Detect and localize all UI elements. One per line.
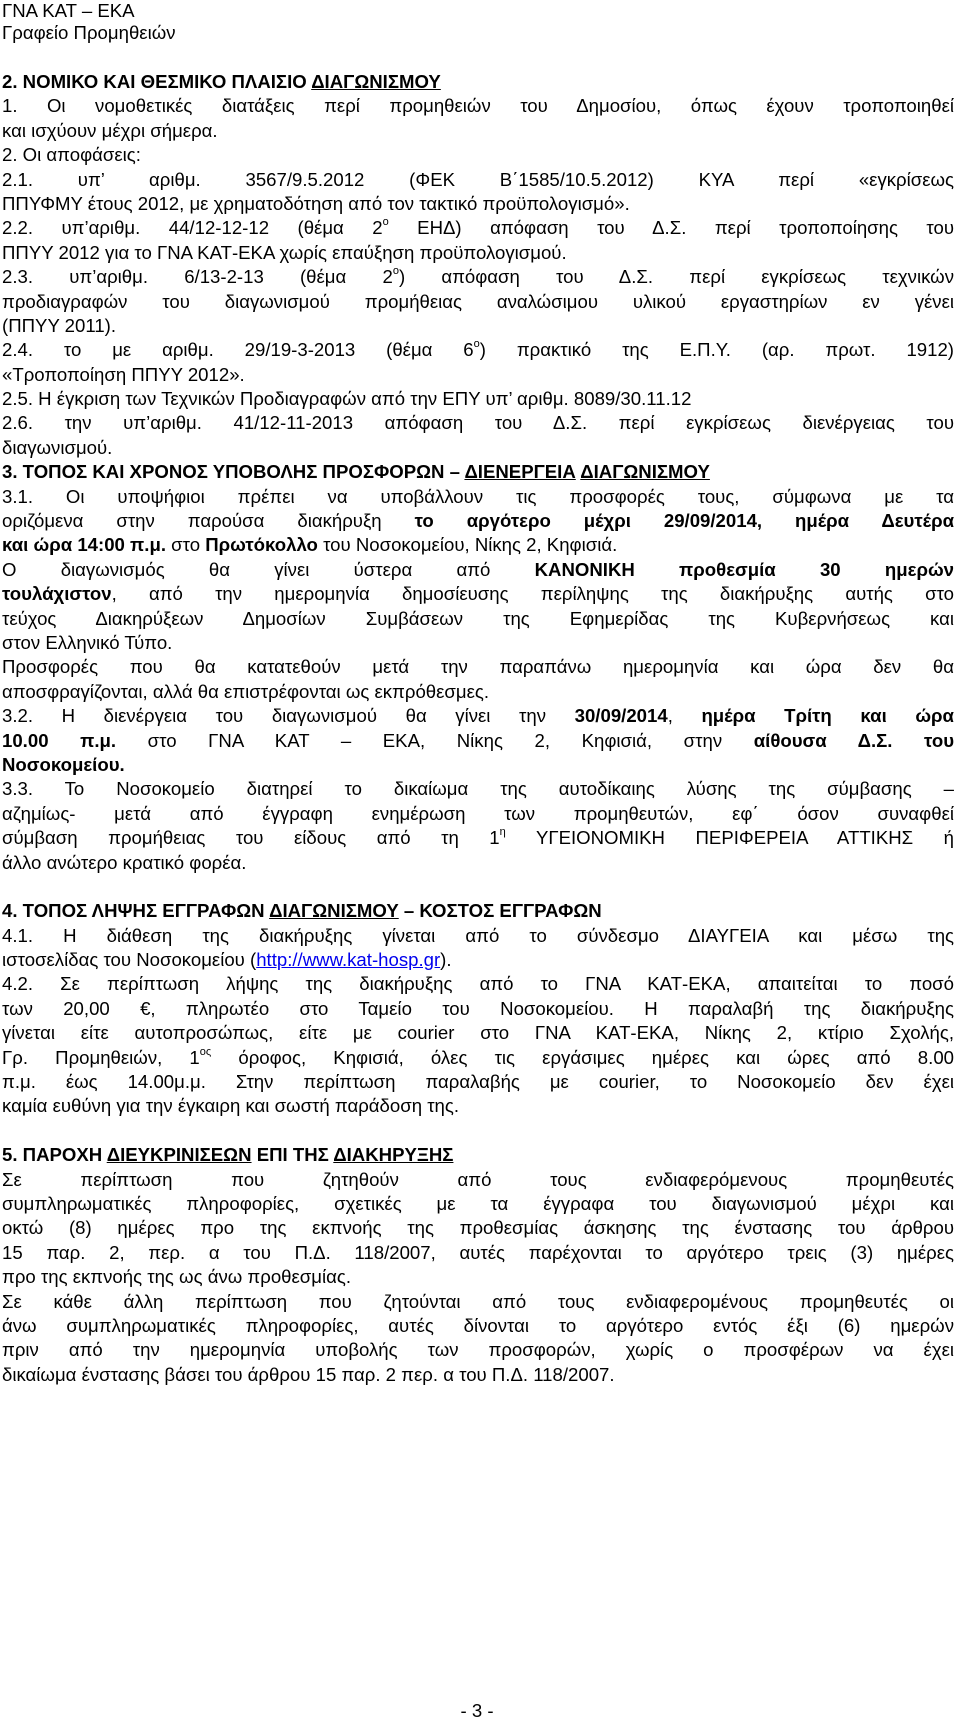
section-5-line: 15 παρ. 2, περ. α του Π.Δ. 118/2007, αυτές παρέχονται το αργότερο τρεις (3) ημέρες xyxy=(2,1241,954,1263)
section-4-line: π.μ. έως 14.00μ.μ. Στην περίπτωση παραλαβής με courier, το Νοσοκομείο δεν έχει xyxy=(2,1071,954,1093)
section-3-line: και ώρα 14:00 π.μ. στο Πρωτόκολλο του Νοσοκομείου, Νίκης 2, Κηφισιά. xyxy=(2,534,618,556)
section-4-line: ιστοσελίδας του Νοσοκομείου (http://www.kat-hosp.gr). xyxy=(2,949,452,971)
section-4-line: καμία ευθύνη για την έγκαιρη και σωστή παράδοση της. xyxy=(2,1095,460,1117)
document-header xyxy=(2,0,176,44)
section-3-line: τεύχος Διακηρύξεων Δημοσίων Συμβάσεων της Εφημερίδας της Κυβερνήσεως και xyxy=(2,607,954,629)
section-3-line: στον Ελληνικό Τύπο. xyxy=(2,631,173,653)
section-3-line: 3.1. Οι υποψήφιοι πρέπει να υποβάλλουν τις προσφορές τους, σύμφωνα με τα xyxy=(2,485,954,507)
section-4-line: Γρ. Προμηθειών, $1^{o\varsigma}$ όροφος, Κηφισιά, όλες τις εργάσιμες ημέρες και ώρες από 8.00 xyxy=(2,1045,954,1068)
section-2-line: «Τροποποίηση ΠΠΥΥ 2012». xyxy=(2,363,245,385)
section-5-line: Σε περίπτωση που ζητηθούν από τους ενδιαφερόμενους προμηθευτές xyxy=(2,1168,954,1190)
section-5-line: άνω συμπληρωματικές πληροφορίες, αυτές δίνονται το αργότερο εντός έξι (6) ημερών xyxy=(2,1314,954,1336)
section-3-line: άλλο ανώτερο κρατικό φορέα. xyxy=(2,851,247,873)
section-3-heading: 3. ΤΟΠΟΣ ΚΑΙ ΧΡΟΝΟΣ ΥΠΟΒΟΛΗΣ ΠΡΟΣΦΟΡΩΝ – ΔΙΕΝΕΡΓΕΙΑ ΔΙΑΓΩΝΙΣΜΟΥ xyxy=(2,461,710,483)
section-3-line: οριζόμενα στην παρούσα διακήρυξη το αργότερο μέχρι 29/09/2014, ημέρα Δευτέρα xyxy=(2,510,955,532)
section-4-line: γίνεται είτε αυτοπροσώπως, είτε με courier στο ΓΝΑ ΚΑΤ-ΕΚΑ, Νίκης 2, κτίριο Σχολής, xyxy=(2,1022,954,1044)
section-5-line: προ της εκπνοής της ως άνω προθεσμίας. xyxy=(2,1266,352,1288)
section-2-line: 2.2. υπ’αριθμ. 44/12-12-12 (θέμα $2^o$ ΕΗΔ) απόφαση του Δ.Σ. περί τροποποίησης του xyxy=(2,216,954,239)
section-3-line: τουλάχιστον, από την ημερομηνία δημοσίευσης περίληψης της διακήρυξης αυτής στο xyxy=(2,583,954,605)
section-2-line: 2.6. την υπ’αριθμ. 41/12-11-2013 απόφαση του Δ.Σ. περί εγκρίσεως διενέργειας του xyxy=(2,412,954,434)
section-5-line: συμπληρωματικές πληροφορίες, σχετικές με τα έγγραφα του διαγωνισμού μέχρι και xyxy=(2,1192,954,1214)
section-2-line: διαγωνισμού. xyxy=(2,436,113,458)
section-2-line: ΠΠΥΦΜΥ έτους 2012, με χρηματοδότηση από τον τακτικό προϋπολογισμό». xyxy=(2,192,630,214)
section-2-heading: 2. ΝΟΜΙΚΟ ΚΑΙ ΘΕΣΜΙΚΟ ΠΛΑΙΣΙΟ ΔΙΑΓΩΝΙΣΜΟΥ xyxy=(2,71,441,92)
header-organization: ΓΝΑ ΚΑΤ – ΕΚΑ xyxy=(2,0,135,21)
spacer xyxy=(2,875,954,899)
section-3-line: 3.2. Η διενέργεια του διαγωνισμού θα γίνει την 30/09/2014, ημέρα Τρίτη και ώρα xyxy=(2,705,954,727)
section-2-line: 2.3. υπ’αριθμ. 6/13-2-13 (θέμα $2^o$) απόφαση του Δ.Σ. περί εγκρίσεως τεχνικών xyxy=(2,265,954,288)
section-3-line: αζημίως- μετά από έγγραφη ενημέρωση των προμηθευτών, εφ΄ όσον συναφθεί xyxy=(2,802,954,824)
section-2-line: 2.1. υπ’ αριθμ. 3567/9.5.2012 (ΦΕΚ Β΄1585/10.5.2012) ΚΥΑ περί «εγκρίσεως xyxy=(2,168,954,190)
section-2-line: 2. Οι αποφάσεις: xyxy=(2,144,141,166)
section-2-line: 2.4. το με αριθμ. 29/19-3-2013 (θέμα $6^o$) πρακτικό της Ε.Π.Υ. (αρ. πρωτ. 1912) xyxy=(2,338,955,361)
section-3-line: σύμβαση προμήθειας του είδους από τη $1^\eta$ ΥΓΕΙΟΝΟΜΙΚΗ ΠΕΡΙΦΕΡΕΙΑ ΑΤΤΙΚΗΣ ή xyxy=(2,826,954,849)
section-4-line: 4.1. Η διάθεση της διακήρυξης γίνεται από το σύνδεσμο ΔΙΑΥΓΕΙΑ και μέσω της xyxy=(2,924,954,946)
section-5-line: δικαίωμα ένστασης βάσει του άρθρου 15 παρ. 2 περ. α του Π.Δ. 118/2007. xyxy=(2,1363,615,1385)
section-2-line: και ισχύουν μέχρι σήμερα. xyxy=(2,119,218,141)
page-number: - 3 - xyxy=(460,1700,494,1721)
section-4-heading: 4. ΤΟΠΟΣ ΛΗΨΗΣ ΕΓΓΡΑΦΩΝ ΔΙΑΓΩΝΙΣΜΟΥ – ΚΟΣΤΟΣ ΕΓΓΡΑΦΩΝ xyxy=(2,900,602,922)
section-5-line: Σε κάθε άλλη περίπτωση που ζητούνται από τους ενδιαφερομένους προμηθευτές οι xyxy=(2,1290,954,1312)
document-body xyxy=(2,70,954,1387)
section-3-line: 10.00 π.μ. στο ΓΝΑ ΚΑΤ – ΕΚΑ, Νίκης 2, Κηφισιά, στην αίθουσα Δ.Σ. του xyxy=(2,729,955,751)
spacer xyxy=(2,1119,954,1143)
section-5-line: πριν από την ημερομηνία υποβολής των προσφορών, χωρίς ο προσφέρων να έχει xyxy=(2,1339,954,1361)
header-department: Γραφείο Προμηθειών xyxy=(2,22,176,43)
section-2-line: (ΠΠΥΥ 2011). xyxy=(2,314,117,336)
section-3-line: Νοσοκομείου. xyxy=(2,753,125,775)
section-3-line: Ο διαγωνισμός θα γίνει ύστερα από ΚΑΝΟΝΙΚΗ προθεσμία 30 ημερών xyxy=(2,558,954,580)
section-3-line: 3.3. Το Νοσοκομείο διατηρεί το δικαίωμα της αυτοδίκαιης λύσης της σύμβασης – xyxy=(2,778,954,800)
section-2-line: 2.5. Η έγκριση των Τεχνικών Προδιαγραφών από την ΕΠΥ υπ’ αριθμ. 8089/30.11.12 xyxy=(2,388,692,410)
section-2-line: προδιαγραφών του διαγωνισμού προμήθειας αναλώσιμου υλικού εργαστηρίων εν γένει xyxy=(2,290,954,312)
section-3-line: αποσφραγίζονται, αλλά θα επιστρέφονται ως εκπρόθεσμες. xyxy=(2,680,490,702)
section-3-line: Προσφορές που θα κατατεθούν μετά την παραπάνω ημερομηνία και ώρα δεν θα xyxy=(2,656,954,678)
section-2-line: 1. Οι νομοθετικές διατάξεις περί προμηθειών του Δημοσίου, όπως έχουν τροποποιηθεί xyxy=(2,95,954,117)
section-4-line: 4.2. Σε περίπτωση λήψης της διακήρυξης από το ΓΝΑ ΚΑΤ-ΕΚΑ, απαιτείται το ποσό xyxy=(2,973,954,995)
section-5-heading: 5. ΠΑΡΟΧΗ ΔΙΕΥΚΡΙΝΙΣΕΩΝ ΕΠΙ ΤΗΣ ΔΙΑΚΗΡΥΞΗΣ xyxy=(2,1144,454,1166)
hospital-website-link[interactable]: http://www.kat-hosp.gr xyxy=(256,949,441,971)
section-2-line: ΠΠΥΥ 2012 για το ΓΝΑ ΚΑΤ-ΕΚΑ χωρίς επαύξηση προϋπολογισμού. xyxy=(2,241,567,263)
section-4-line: των 20,00 €, πληρωτέο στο Ταμείο του Νοσοκομείου. Η παραλαβή της διακήρυξης xyxy=(2,997,954,1019)
section-5-line: οκτώ (8) ημέρες προ της εκπνοής της προθεσμίας άσκησης της ένστασης του άρθρου xyxy=(2,1217,954,1239)
